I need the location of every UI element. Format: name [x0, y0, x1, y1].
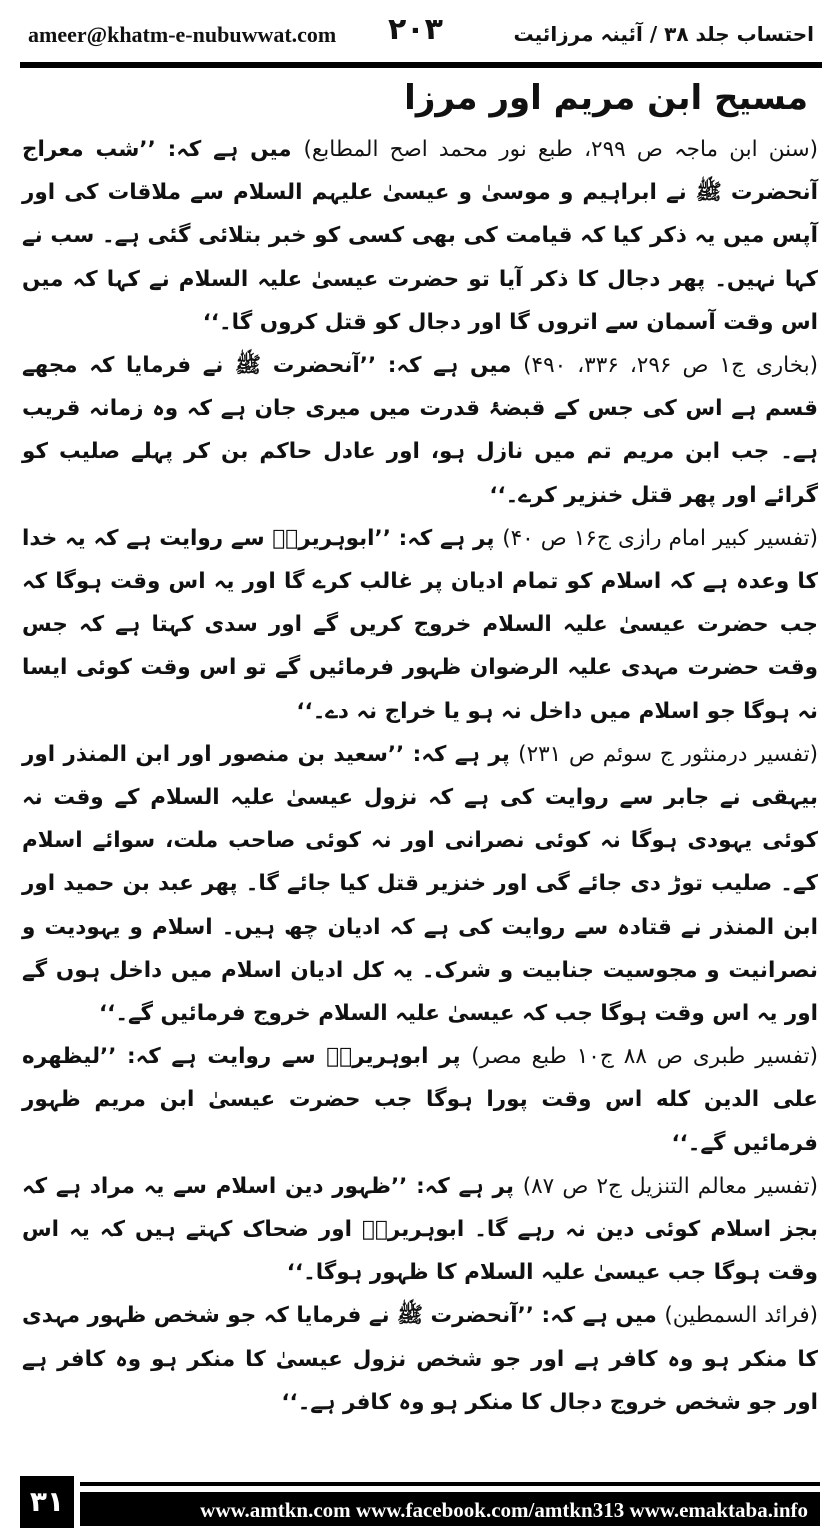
paragraph-text: پر ہے کہ: ’’سعید بن منصور اور ابن المنذر اور بیہقی نے جابر سے روایت کی ہے کہ نزول عیسیٰ علیہ السلام کے وقت نہ کوئی یہودی ہوگا نہ کوئی نصرانی اور نہ کوئی صاحب ملت، سوائے اسلام کے۔ صلیب توڑ دی جائے گی اور خنزیر قتل کیا جائے گا۔ پھر عبد بن حمید اور ابن المنذر نے قتادہ سے روایت کی ہے کہ ادیان چھ ہیں۔ اسلام و یہودیت و نصرانیت و مجوسیت جنابیت و شرک۔ یہ کل ادیان اسلام میں داخل ہوں گے اور یہ اس وقت ہوگا جب کہ عیسیٰ علیہ السلام خروج فرمائیں گے۔‘‘ — [22, 741, 818, 1027]
paragraph-7 — [22, 1294, 818, 1424]
paragraph-text: میں ہے کہ: ’’آنحضرت ﷺ نے فرمایا کہ جو شخص ظہور مہدی کا منکر ہو وہ کافر ہے اور جو شخص نزول عیسیٰ کا منکر ہو وہ کافر ہے اور جو شخص خروج دجال کا منکر ہو وہ کافر ہے۔‘‘ — [22, 1303, 818, 1415]
header-rule — [20, 62, 822, 68]
citation: (تفسیر درمنثور ج سوئم ص ۲۳۱) — [518, 741, 818, 767]
citation: (تفسیر طبری ص ۸۸ ج۱۰ طبع مصر) — [471, 1044, 818, 1070]
section-title: مسیح ابن مریم اور مرزا — [404, 78, 808, 118]
paragraph-text: پر ہے کہ: ’’ابوہریرہؓ سے روایت ہے کہ یہ خدا کا وعدہ ہے کہ اسلام کو تمام ادیان پر غالب کرے گا اور یہ اس وقت ہوگا کہ جب حضرت عیسیٰ علیہ السلام خروج کریں گے اور سدی کہتا ہے کہ جس وقت حضرت مہدی علیہ الرضوان ظہور فرمائیں گے تو اس وقت کوئی ایسا نہ ہوگا جو اسلام میں داخل نہ ہو یا خراج نہ دے۔‘‘ — [22, 525, 818, 724]
citation: (تفسیر معالم التنزیل ج۲ ص ۸۷) — [522, 1173, 818, 1199]
paragraph-5 — [22, 1035, 818, 1165]
paragraph-text: پر ابوہریرہؓ سے روایت ہے کہ: ’’لیظهره علی الدین كله اس وقت پورا ہوگا جب حضرت عیسیٰ ابن مریم ظہور فرمائیں گے۔‘‘ — [22, 1044, 818, 1156]
citation: (فرائد السمطین) — [664, 1303, 818, 1329]
footer-bar — [80, 1492, 820, 1526]
citation: (تفسیر کبیر امام رازی ج۱۶ ص ۴۰) — [502, 525, 818, 551]
page-content — [22, 70, 818, 1424]
footer-links[interactable]: www.amtkn.com www.facebook.com/amtkn313 www.emaktaba.info — [200, 1498, 808, 1522]
paragraph-4 — [22, 733, 818, 1035]
page-number: ۲۰۳ — [388, 12, 443, 47]
paragraph-2 — [22, 344, 818, 517]
paragraph-3 — [22, 517, 818, 733]
paragraph-text: میں ہے کہ: ’’آنحضرت ﷺ نے فرمایا کہ مجھے قسم ہے اس کی جس کے قبضۂ قدرت میں میری جان ہے کہ وہ زمانہ قریب ہے۔ جب ابن مریم تم میں نازل ہو، اور عادل حاکم بن کر پہلے صلیب کو گرائے اور پھر قتل خنزیر کرے۔‘‘ — [22, 353, 818, 508]
footer-rule — [80, 1482, 820, 1486]
citation: (بخاری ج۱ ص ۲۹۶، ۳۳۶، ۴۹۰) — [523, 353, 818, 379]
book-title: احتساب جلد ۳۸ / آئینہ مرزائیت — [513, 22, 814, 46]
paragraph-1 — [22, 128, 818, 344]
footer-page-badge: ۳۱ — [20, 1476, 74, 1528]
header-email: ameer@khatm-e-nubuwwat.com — [28, 22, 337, 47]
page-header — [28, 10, 820, 50]
paragraph-text: پر ہے کہ: ’’ظہور دین اسلام سے یہ مراد ہے کہ بجز اسلام کوئی دین نہ رہے گا۔ ابوہریرہؓ اور ضحاک کہتے ہیں کہ یہ اس وقت ہوگا جب عیسیٰ علیہ السلام کا ظہور ہوگا۔‘‘ — [22, 1173, 818, 1286]
citation: (سنن ابن ماجہ ص ۲۹۹، طبع نور محمد اصح المطابع) — [303, 137, 818, 162]
paragraph-6 — [22, 1165, 818, 1295]
paragraph-text: میں ہے کہ: ’’شب معراج آنحضرت ﷺ نے ابراہیم و موسیٰ و عیسیٰ علیہم السلام سے ملاقات کی اور آپس میں یہ ذکر کیا کہ قیامت کی بھی کسی کو خبر بتلائی گئی ہے۔ سب نے کہا نہیں۔ پھر دجال کا ذکر آیا تو حضرت عیسیٰ علیہ السلام نے کہا کہ میں اس وقت آسمان سے اتروں گا اور دجال کو قتل کروں گا۔‘‘ — [22, 137, 818, 335]
